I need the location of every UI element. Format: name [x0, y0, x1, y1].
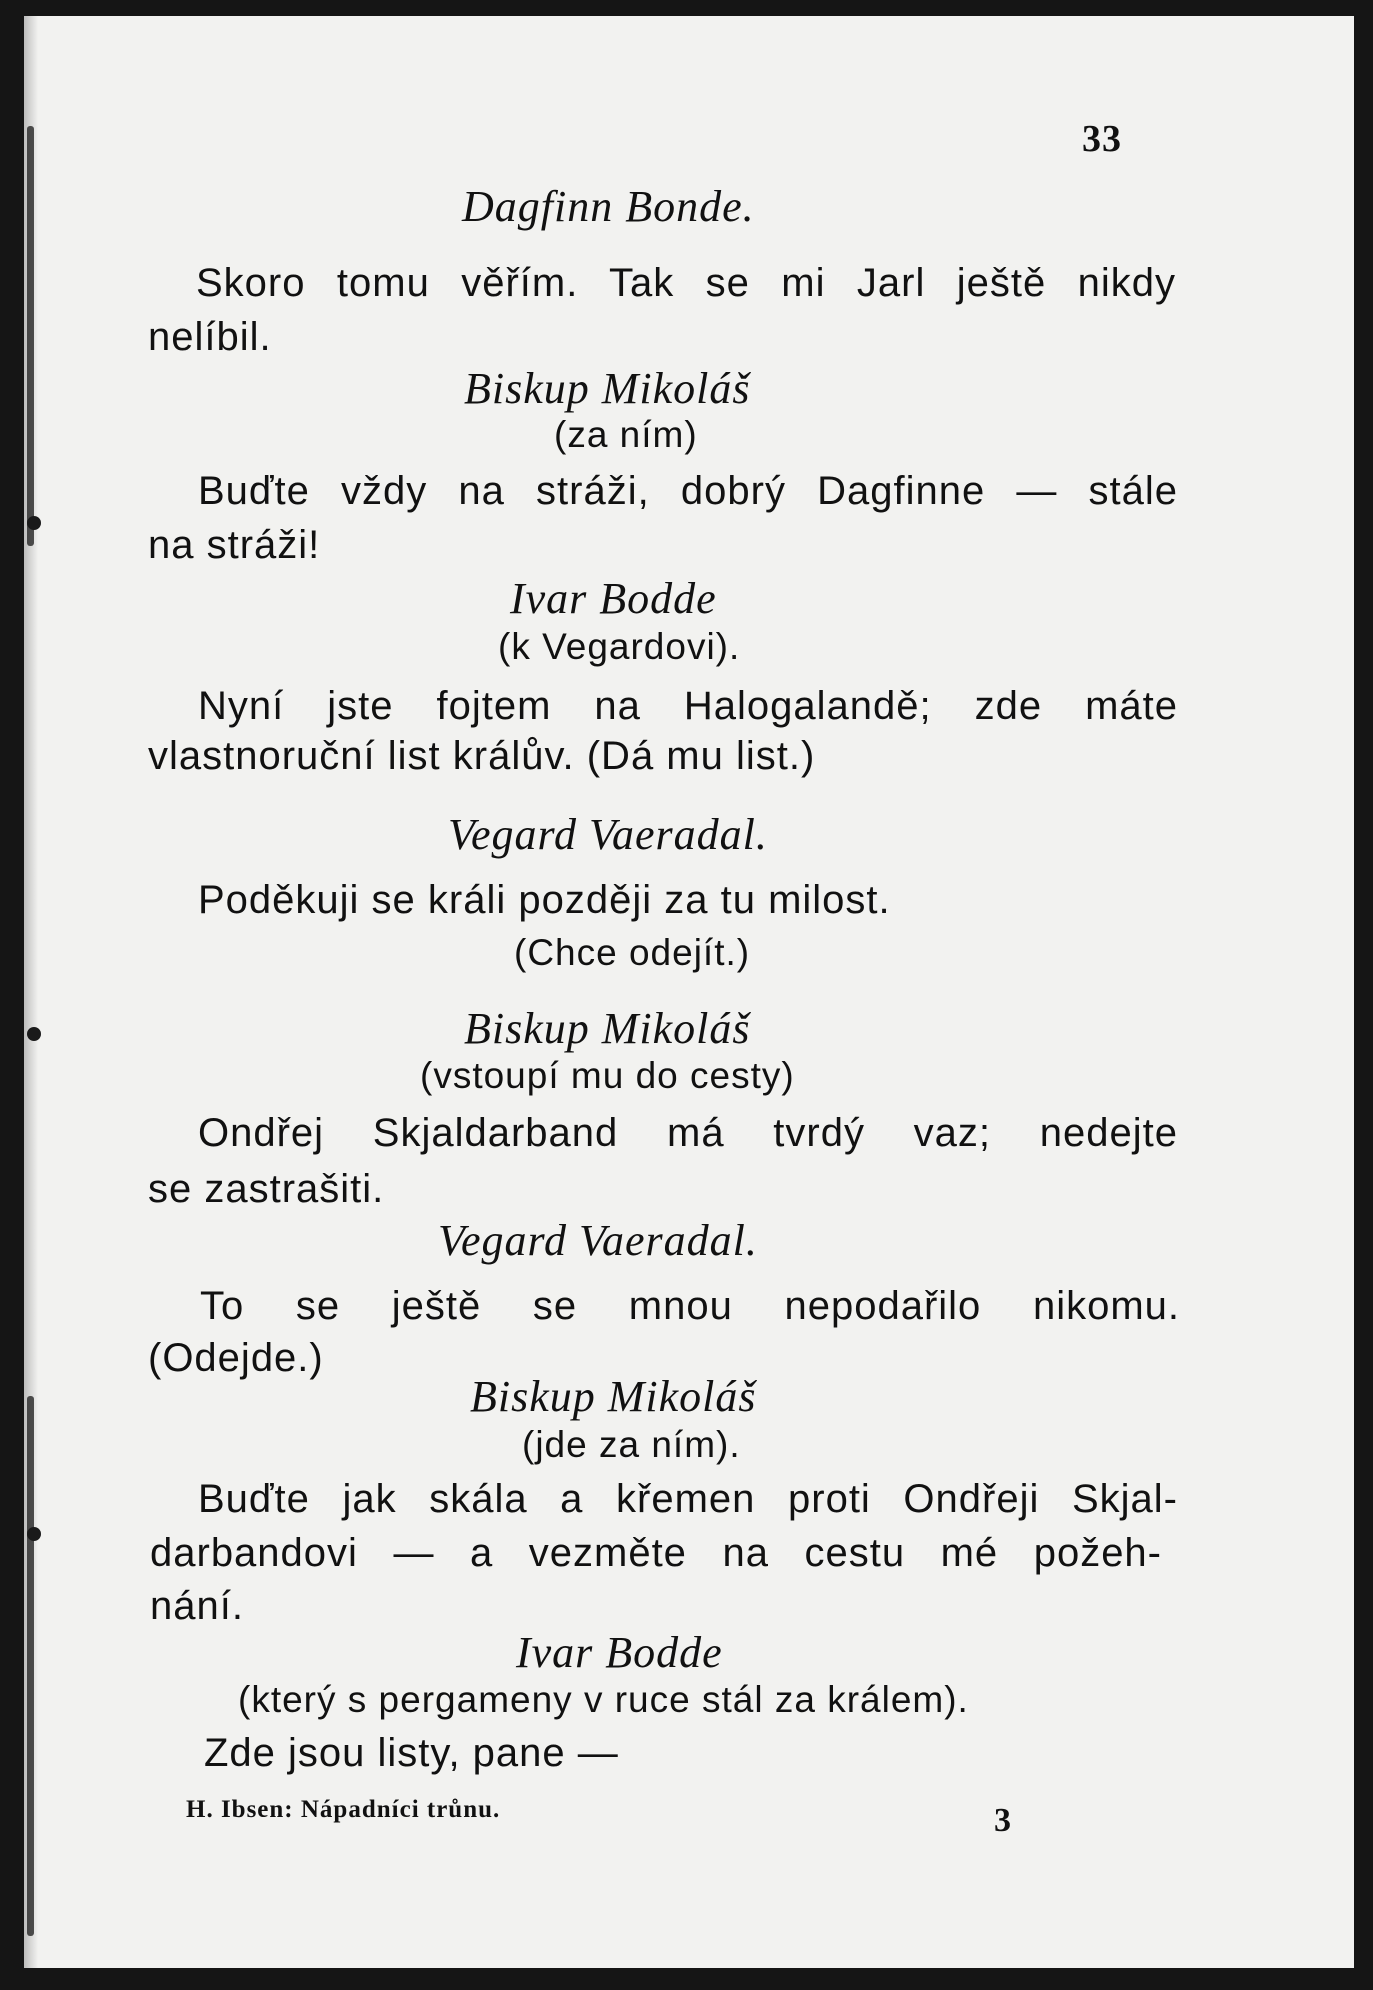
speaker-name: Biskup Mikoláš — [470, 1372, 757, 1421]
stage-direction: (za ním) — [554, 414, 698, 455]
left-margin-dot — [27, 1527, 41, 1541]
dialogue-line: Nyní jste fojtem na Halogalandě; zde máte — [198, 684, 1178, 728]
speaker-name: Vegard Vaeradal. — [438, 1216, 758, 1265]
stage-direction: (který s pergameny v ruce stál za králem). — [238, 1679, 969, 1720]
stage-direction: (jde za ním). — [522, 1424, 741, 1465]
speaker-name: Ivar Bodde — [510, 574, 717, 623]
speaker-name: Biskup Mikoláš — [464, 1004, 751, 1053]
book-page — [24, 16, 1354, 1968]
left-margin-mark — [27, 126, 34, 546]
dialogue-line: Poděkuji se králi později za tu milost. — [198, 878, 891, 922]
dialogue-line: Buďte jak skála a křemen proti Ondřeji Skjal- — [198, 1477, 1178, 1521]
signature-mark: 3 — [994, 1802, 1012, 1839]
dialogue-line: Buďte vždy na stráži, dobrý Dagfinne — stále — [198, 469, 1178, 513]
dialogue-line: nání. — [150, 1584, 244, 1628]
dialogue-line: To se ještě se mnou nepodařilo nikomu. — [200, 1284, 1180, 1328]
dialogue-line: vlastnoruční list králův. (Dá mu list.) — [148, 734, 816, 778]
stage-direction: (vstoupí mu do cesty) — [420, 1055, 795, 1096]
dialogue-line: na stráži! — [148, 523, 321, 567]
dialogue-line: (Odejde.) — [148, 1336, 324, 1380]
left-margin-dot — [27, 1027, 41, 1041]
speaker-name: Biskup Mikoláš — [464, 364, 751, 413]
page-number: 33 — [1082, 118, 1122, 160]
stage-direction: (k Vegardovi). — [498, 626, 741, 667]
left-margin-dot — [27, 516, 41, 530]
dialogue-line: Skoro tomu věřím. Tak se mi Jarl ještě nikdy — [196, 261, 1176, 305]
speaker-name: Dagfinn Bonde. — [462, 182, 755, 231]
stage-direction: (Chce odejít.) — [514, 932, 751, 973]
speaker-name: Ivar Bodde — [516, 1628, 723, 1677]
left-margin-mark — [27, 1396, 34, 1936]
dialogue-line: darbandovi — a vezměte na cestu mé požeh- — [150, 1531, 1162, 1575]
dialogue-line: Ondřej Skjaldarband má tvrdý vaz; nedejte — [198, 1111, 1178, 1155]
speaker-name: Vegard Vaeradal. — [448, 810, 768, 859]
dialogue-line: nelíbil. — [148, 315, 272, 359]
dialogue-line: Zde jsou listy, pane — — [204, 1731, 619, 1775]
book-footer: H. Ibsen: Nápadníci trůnu. — [186, 1796, 501, 1823]
dialogue-line: se zastrašiti. — [148, 1167, 385, 1211]
